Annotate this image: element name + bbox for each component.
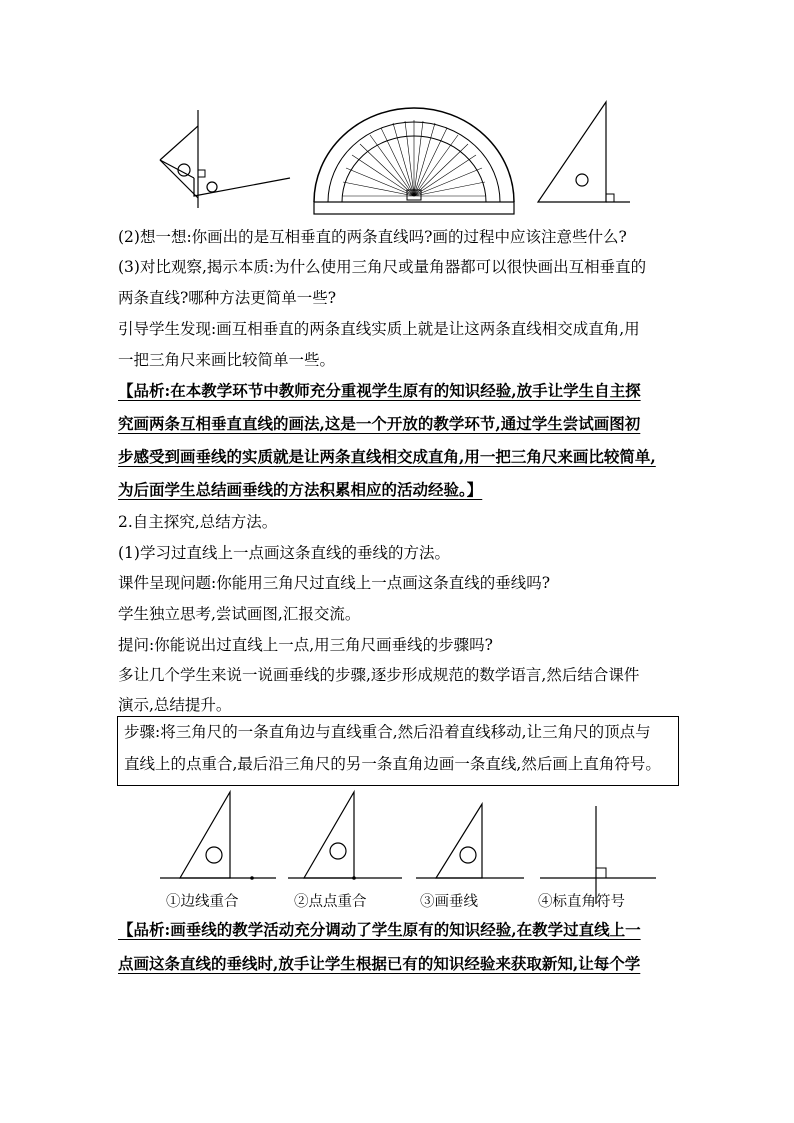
step-caption-2: ②点点重合 <box>294 894 367 910</box>
paragraph-line: 学生独立思考,尝试画图,汇报交流。 <box>118 605 361 623</box>
paragraph-line: 演示,总结提升。 <box>118 696 232 714</box>
analysis-line: 究画两条互相垂直直线的画法,这是一个开放的教学环节,通过学生尝试画图初 <box>118 414 641 433</box>
step-caption-4: ④标直角符号 <box>538 894 625 910</box>
analysis-line: 【品析:画垂线的教学活动充分调动了学生原有的知识经验,在教学过直线上一 <box>118 920 641 939</box>
paragraph-line: 提问:你能说出过直线上一点,用三角尺画垂线的步骤吗? <box>118 636 493 654</box>
step-caption-1: ①边线重合 <box>166 894 239 910</box>
step-caption-3: ③画垂线 <box>420 894 478 910</box>
step-figure-3 <box>416 800 526 884</box>
analysis-line: 【品析:在本教学环节中教师充分重视学生原有的知识经验,放手让学生自主探 <box>118 381 641 400</box>
paragraph-line: 课件呈现问题:你能用三角尺过直线上一点画这条直线的垂线吗? <box>118 574 551 592</box>
section-heading: 2.自主探究,总结方法。 <box>118 513 278 531</box>
paragraph-line: 两条直线?哪种方法更简单一些? <box>118 289 337 307</box>
steps-line: 步骤:将三角尺的一条直角边与直线重合,然后沿着直线移动,让三角尺的顶点与 <box>124 723 651 741</box>
step-figure-2 <box>288 788 404 884</box>
paragraph-line: 引导学生发现:画互相垂直的两条直线实质上就是让这两条直线相交成直角,用 <box>118 320 640 338</box>
analysis-line: 步感受到画垂线的实质就是让两条直线相交成直角,用一把三角尺来画比较简单, <box>118 447 656 466</box>
triangle-ruler-figure-2 <box>534 100 634 208</box>
step-figure-1 <box>160 788 278 884</box>
protractor-figure <box>308 104 520 216</box>
paragraph-line: (2)想一想:你画出的是互相垂直的两条直线吗?画的过程中应该注意些什么? <box>118 228 627 246</box>
paragraph-line: 一把三角尺来画比较简单一些。 <box>118 351 336 369</box>
paragraph-line: (1)学习过直线上一点画这条直线的垂线的方法。 <box>118 544 450 562</box>
steps-box <box>117 716 679 786</box>
paragraph-line: 多让几个学生来说一说画垂线的步骤,逐步形成规范的数学语言,然后结合课件 <box>118 666 640 684</box>
analysis-line: 点画这条直线的垂线时,放手让学生根据已有的知识经验来获取新知,让每个学 <box>118 954 641 973</box>
analysis-line: 为后面学生总结画垂线的方法积累相应的活动经验。】 <box>118 480 483 499</box>
steps-line: 直线上的点重合,最后沿三角尺的另一条直角边画一条直线,然后画上直角符号。 <box>124 755 661 773</box>
paragraph-line: (3)对比观察,揭示本质:为什么使用三角尺或量角器都可以很快画出互相垂直的 <box>118 258 647 276</box>
triangle-ruler-figure-1 <box>150 108 295 208</box>
